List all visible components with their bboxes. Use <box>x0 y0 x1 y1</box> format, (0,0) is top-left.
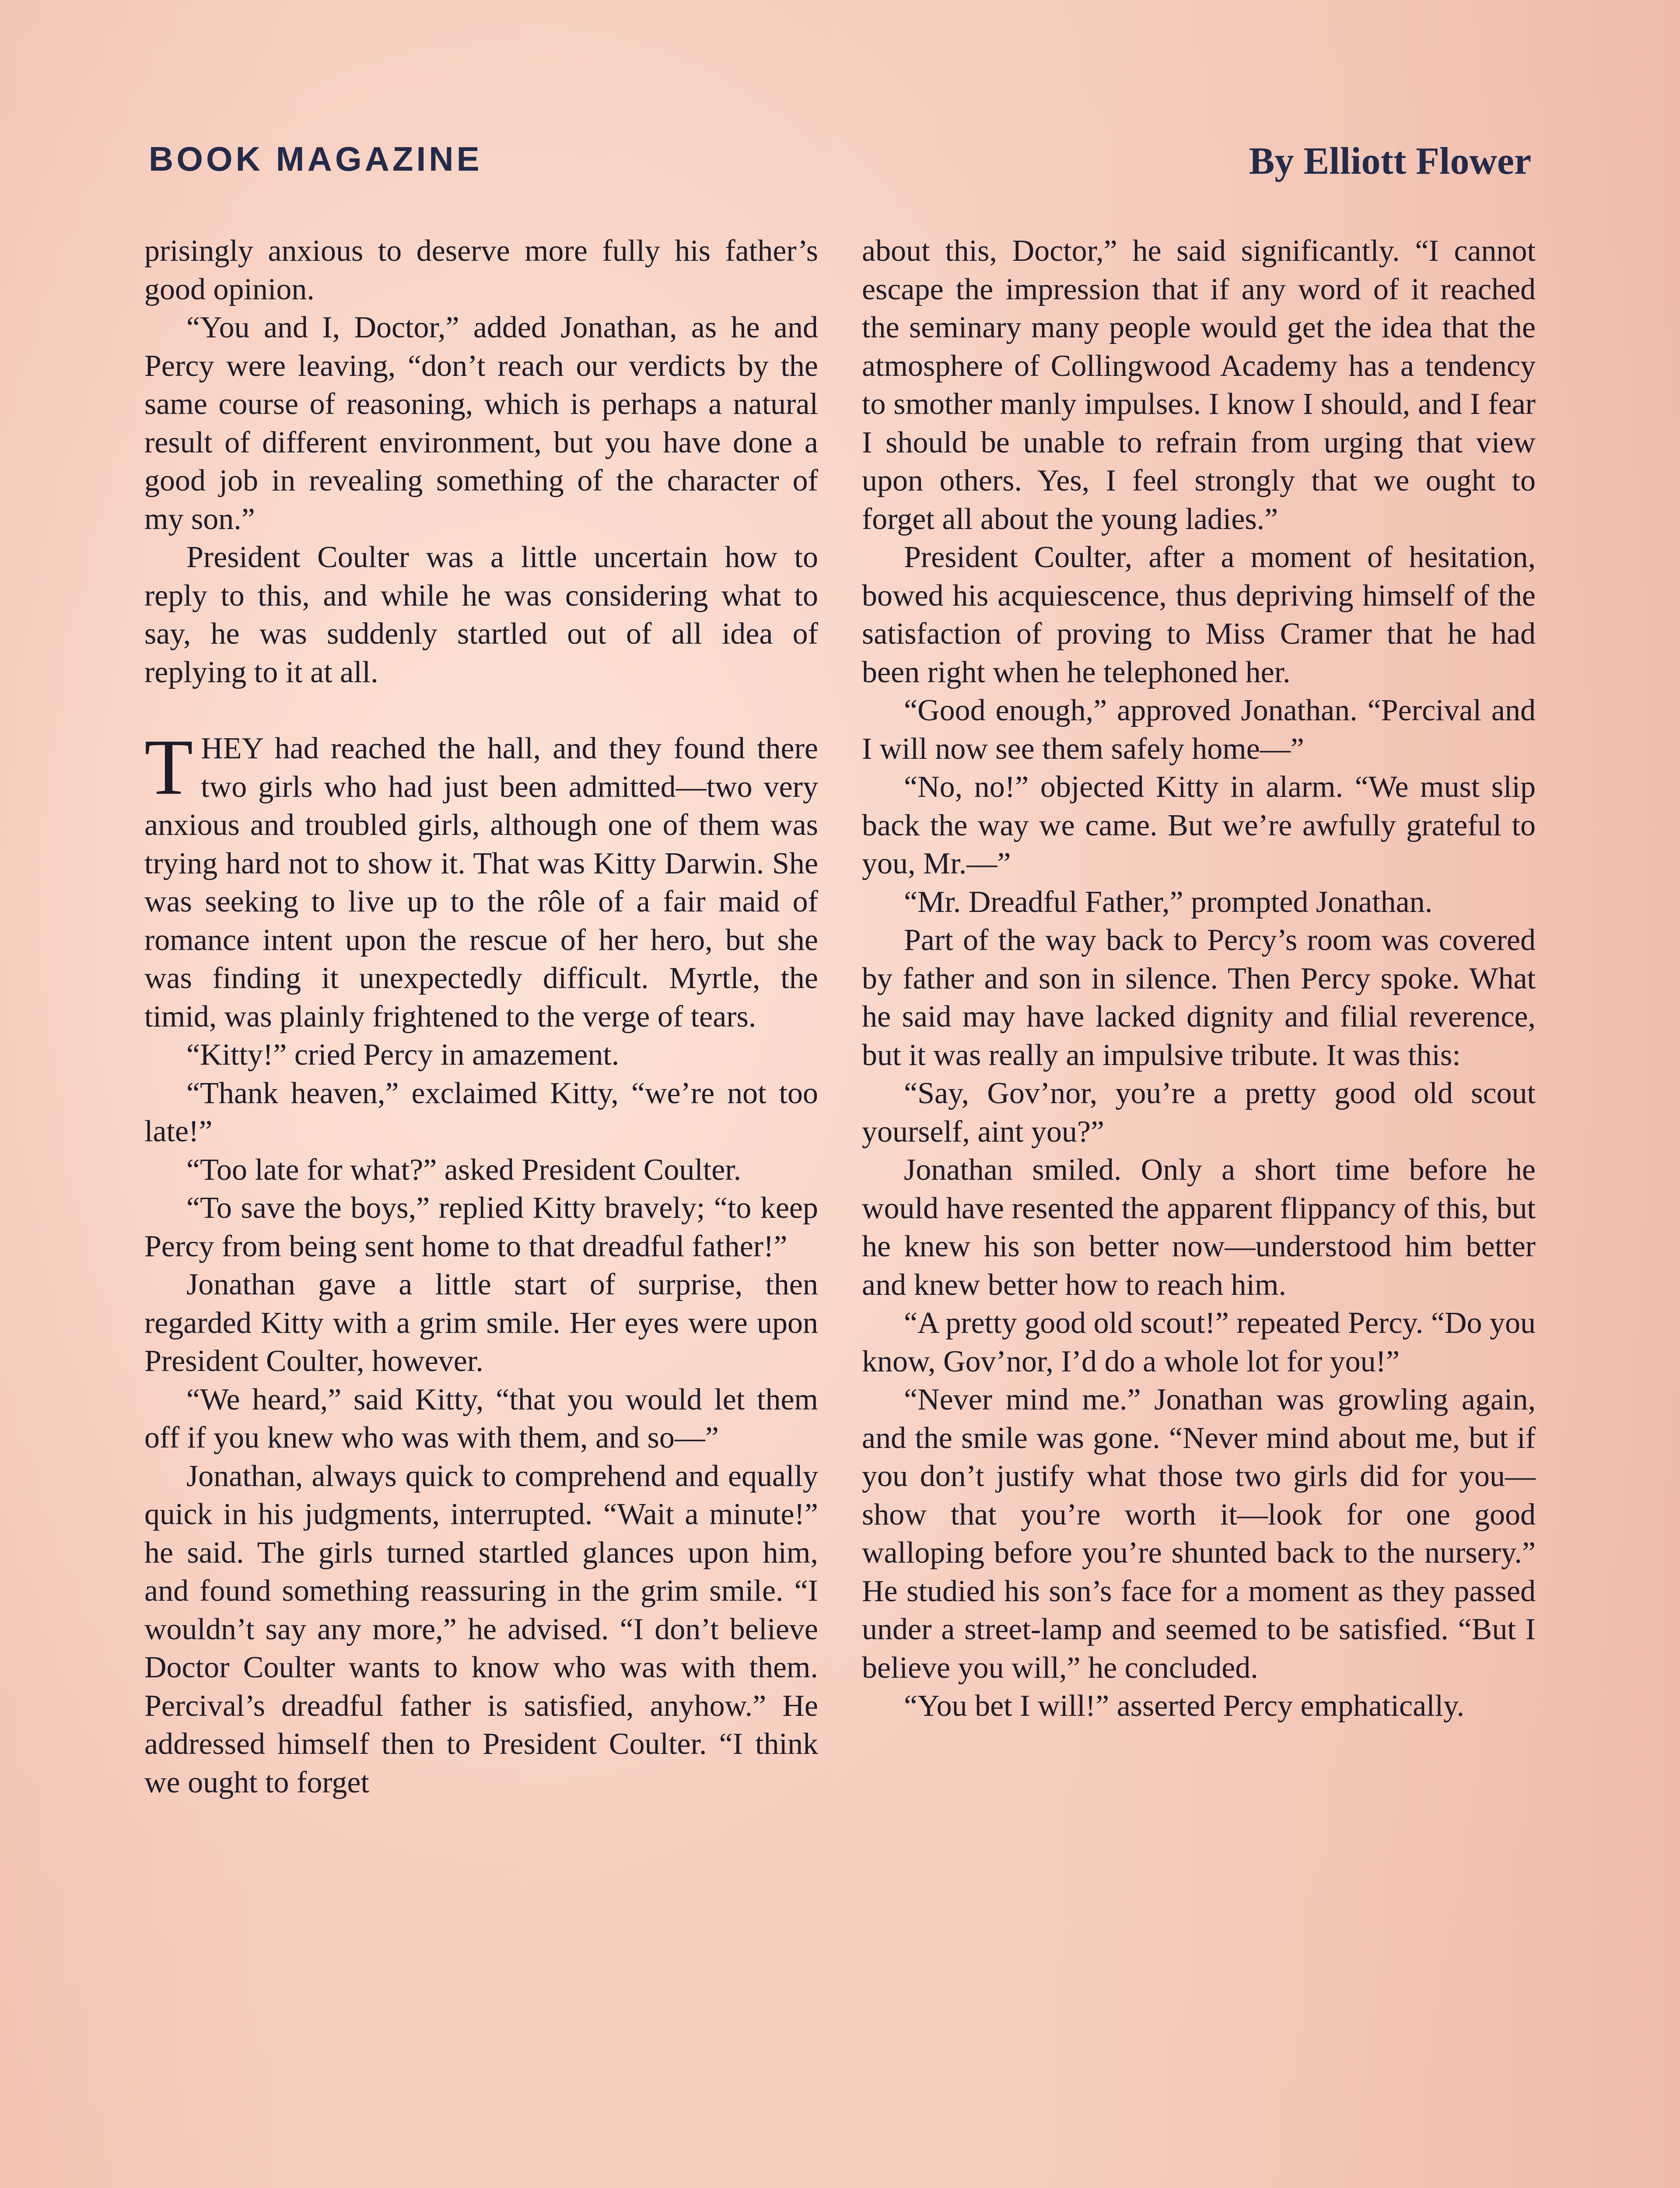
paragraph: “You bet I will!” asserted Percy emphatically. <box>904 1689 1465 1723</box>
paragraph: “Good enough,” approved Jonathan. “Percival and I will now see them safely home—” <box>862 694 1536 766</box>
drop-cap: T <box>144 723 193 811</box>
paragraph: “Never mind me.” Jonathan was growling again, and the smile was gone. “Never mind about me, but if you don’t justify what those two girls did for you—show that you’re worth it—look for one good walloping before you’re shunted back to the nursery.” He studied his son’s face for a moment as they passed under a street-lamp and seemed to be satisfied. “But I believe you will,” he concluded. <box>862 1383 1536 1685</box>
magazine-title: BOOK MAGAZINE <box>149 140 483 178</box>
paragraph: President Coulter, after a moment of hesitation, bowed his acquiescence, thus depriving himself of the satisfaction of proving to Miss Cramer that he had been right when he telephoned her. <box>862 540 1536 689</box>
paragraph: Jonathan, always quick to comprehend and equally quick in his judgments, interrupted. “Wait a minute!” he said. The girls turned startled glances upon him, and found something reassuring in the grim smile. “I wouldn’t say any more,” he advised. “I don’t believe Doctor Coulter wants to know who was with them. Percival’s dreadful father is satisfied, anyhow.” He addressed himself then to President Coulter. “I think we ought to forget <box>144 1459 818 1799</box>
paragraph: “Mr. Dreadful Father,” prompted Jonathan. <box>904 885 1433 919</box>
paragraph: “You and I, Doctor,” added Jonathan, as he and Percy were leaving, “don’t reach our verdicts by the same course of reasoning, which is perhaps a natural result of different environment, but you have done a good job in revealing something of the character of my son.” <box>144 311 818 536</box>
paragraph: Part of the way back to Percy’s room was covered by father and son in silence. Then Percy spoke. What he said may have lacked dignity and filial reverence, but it was really an impulsive tribute. It was this: <box>862 923 1536 1072</box>
section-opening-paragraph <box>144 723 818 1036</box>
paragraph: “We heard,” said Kitty, “that you would let them off if you knew who was with them, and so—” <box>144 1382 818 1455</box>
paragraph: “Kitty!” cried Percy in amazement. <box>186 1038 620 1072</box>
paragraph: “To save the boys,” replied Kitty bravely; “to keep Percy from being sent home to that dreadful father!” <box>144 1191 818 1263</box>
paragraph: “Say, Gov’nor, you’re a pretty good old scout yourself, aint you?” <box>862 1076 1536 1149</box>
paragraph: “A pretty good old scout!” repeated Percy. “Do you know, Gov’nor, I’d do a whole lot for you!” <box>862 1306 1536 1378</box>
paragraph: Jonathan gave a little start of surprise, then regarded Kitty with a grim smile. Her eyes were upon President Coulter, however. <box>144 1268 818 1378</box>
paragraph-text: HEY had reached the hall, and they found there two girls who had just been admitted—two very anxious and troubled girls, although one of them was trying hard not to show it. That was Kitty Darwin. She was seeking to live up to the rôle of a fair maid of romance intent upon the rescue of her hero, but she was finding it unexpectedly difficult. Myrtle, the timid, was plainly frightened to the verge of tears. <box>144 732 818 1034</box>
paragraph: about this, Doctor,” he said significantly. “I cannot escape the impression that if any word of it reached the seminary many people would get the idea that the atmosphere of Collingwood Academy has a tendency to smother manly impulses. I know I should, and I fear I should be unable to refrain from urging that view upon others. Yes, I feel strongly that we ought to forget all about the young ladies.” <box>862 234 1536 536</box>
paragraph: prisingly anxious to deserve more fully his father’s good opinion. <box>144 234 818 306</box>
story-columns <box>144 232 1536 2188</box>
paragraph: Jonathan smiled. Only a short time before he would have resented the apparent flippancy of this, but he knew his son better now—understood him better and knew better how to reach him. <box>862 1153 1536 1302</box>
paragraph: President Coulter was a little uncertain how to reply to this, and while he was considering what to say, he was suddenly startled out of all idea of replying to it at all. <box>144 540 818 689</box>
page-header <box>149 139 1531 187</box>
paragraph: “Too late for what?” asked President Coulter. <box>186 1153 742 1187</box>
left-column <box>144 232 818 1802</box>
author-byline: By Elliott Flower <box>1249 140 1531 182</box>
paragraph: “Thank heaven,” exclaimed Kitty, “we’re not too late!” <box>144 1076 818 1148</box>
right-column <box>862 232 1536 1725</box>
paragraph: “No, no!” objected Kitty in alarm. “We must slip back the way we came. But we’re awfully grateful to you, Mr.—” <box>862 770 1536 880</box>
